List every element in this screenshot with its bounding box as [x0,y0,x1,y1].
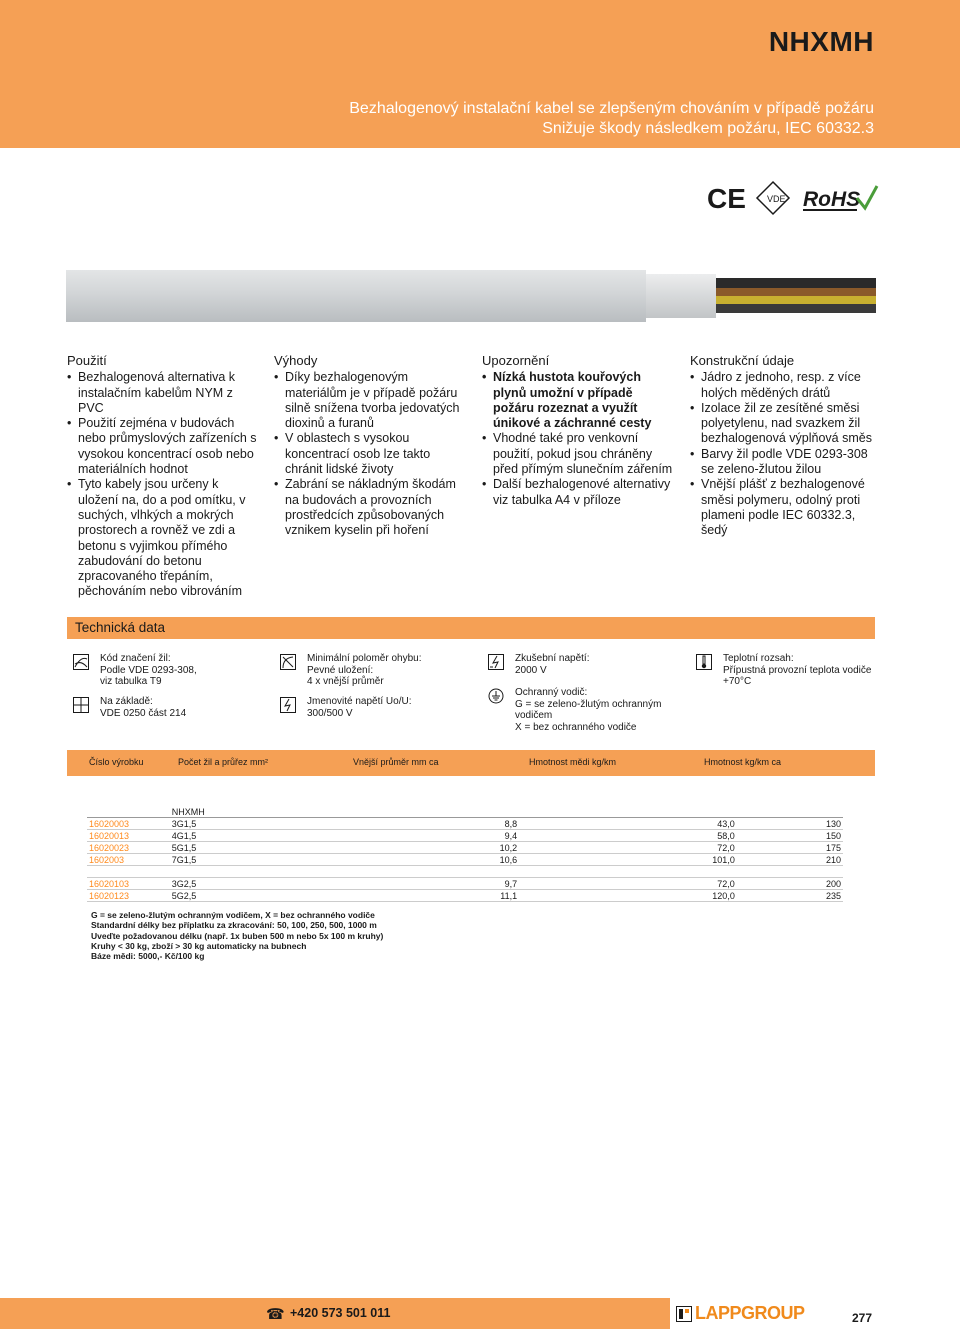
vde-basis-icon [73,697,89,713]
list-item: • Barvy žil podle VDE 0293-308 se zeleno-žlutou žilou [690,447,882,478]
spec-line: Kód značení žil: [100,653,171,664]
weight-cell: 210 [737,854,843,866]
note-line: G = se zeleno-žlutým ochranným vodičem, X = bez ochranného vodiče [91,910,375,920]
cores-cell: 7G1,5 [170,854,345,866]
column-header: Hmotnost mědi kg/km [529,757,617,767]
product-name: NHXMH [170,806,345,818]
spec-test-voltage [488,653,688,676]
spec-line: 2000 V [515,664,547,676]
copper-cell: 101,0 [519,854,737,866]
cores-cell: 5G1,5 [170,842,345,854]
table-row [87,842,843,854]
spec-line: +70°C [723,676,752,687]
spec-line: Minimální poloměr ohybu: [307,653,422,664]
diameter-cell: 10,2 [345,842,519,854]
spec-temperature [696,653,876,688]
spec-line: VDE 0250 část 214 [100,707,187,719]
table-row [87,806,843,818]
product-id: 16020103 [87,878,170,890]
spec-line: 4 x vnější průměr [307,676,384,687]
section-title: Výhody [274,353,318,368]
table-spacer-row [87,866,843,878]
section-title: Konstrukční údaje [690,353,795,368]
spec-core-marking [73,653,263,688]
table-row [87,878,843,890]
certification-marks [705,178,880,218]
weight-cell: 235 [737,890,843,902]
spec-line: Na základě: [100,696,153,707]
cores-cell: 3G2,5 [170,878,345,890]
product-id: 16020023 [87,842,170,854]
product-id: 16020003 [87,818,170,830]
section-pouziti [67,353,257,600]
cores-cell: 3G1,5 [170,818,345,830]
cores-cell: 5G2,5 [170,890,345,902]
spec-line: Zkušební napětí: [515,653,590,664]
tech-data-bar [67,617,875,639]
list-item: • Izolace žil ze zesítěné směsi polyetylenu, nad svazkem žil bezhalogenová výplňová směs [690,401,882,447]
svg-text:CE: CE [707,183,746,214]
spec-line: Pevné uložení: [307,664,374,676]
list-item: • Tyto kabely jsou určeny k uložení na, do a pod omítku, v suchých, vlhkých a mokrých prostorech a rovněž ve zdi a betonu s vyjimkou přímého zabudování do betonu zpracovaného třepáním, pěchováním nebo vibrováním [67,477,257,599]
copper-cell: 43,0 [519,818,737,830]
tech-data-title: Technická data [75,620,166,635]
table-notes [91,910,383,961]
spec-line: viz tabulka T9 [100,676,162,687]
diameter-cell: 9,7 [345,878,519,890]
bending-radius-icon [280,654,296,670]
spec-line: Přípustná provozní teplota vodiče [723,664,872,676]
phone-icon: ☎ [266,1306,285,1323]
copper-cell: 72,0 [519,878,737,890]
spec-line: Ochranný vodič: [515,687,588,698]
list-item: • Zabrání se nákladným škodám na budovách a provozních prostředcích způsobovaných vznikem kyselin při hoření [274,477,466,538]
note-line: Uveďte požadovanou délku (např. 1x buben 500 m nebo 5x 100 m kruhy) [91,930,384,941]
weight-cell: 175 [737,842,843,854]
cores-cell: 4G1,5 [170,830,345,842]
product-table [87,806,843,902]
cable-illustration [66,270,876,322]
column-header: Počet žil a průřez mm² [178,757,269,767]
weight-cell: 150 [737,830,843,842]
voltage-icon [280,697,296,713]
section-vyhody [274,353,466,539]
note-line: Báze mědi: 5000,- Kč/100 kg [91,951,205,962]
product-id: 16020123 [87,890,170,902]
thermometer-icon [696,654,712,670]
rohs-mark-icon [803,186,877,211]
spec-line: 300/500 V [307,707,353,719]
diameter-cell: 10,6 [345,854,519,866]
spec-line: Podle VDE 0293-308, [100,664,197,676]
svg-text:VDE: VDE [767,194,786,204]
test-voltage-icon [488,654,504,670]
product-id: 16020013 [87,830,170,842]
list-item: • Bezhalogenová alternativa k instalačním kabelům NYM z PVC [67,370,257,416]
weight-cell: 130 [737,818,843,830]
spec-line: X = bez ochranného vodiče [515,721,637,733]
table-row [87,818,843,830]
copper-cell: 72,0 [519,842,737,854]
spec-line: Jmenovité napětí Uo/U: [307,696,412,707]
column-header: Číslo výrobku [89,757,144,767]
product-id: 1602003 [87,854,170,866]
section-title: Použití [67,353,107,368]
copper-cell: 58,0 [519,830,737,842]
list-item: • Díky bezhalogenovým materiálům je v případě požáru silně snížena tvorba jedovatých dioxinů a furanů [274,370,466,431]
table-row [87,890,843,902]
column-header: Vnější průměr mm ca [353,757,439,767]
spec-basis [73,696,263,719]
lapp-logo-icon [676,1306,692,1322]
subtitle-line-1: Bezhalogenový instalační kabel se zlepšeným chováním v případě požáru [349,100,874,117]
list-item: • Nízká hustota kouřových plynů umožní v případě požáru rozeznat a využít únikové a záchranné cesty [482,370,674,431]
diameter-cell: 11,1 [345,890,519,902]
vde-mark-icon [757,182,789,214]
spec-voltage [280,696,470,719]
list-item: • Vhodné také pro venkovní použití, pokud jsou chráněny před přímým slunečním zářením [482,431,674,477]
section-konstrukce [690,353,882,539]
diameter-cell: 8,8 [345,818,519,830]
section-title: Upozornění [482,353,550,368]
note-line: Kruhy < 30 kg, zboží > 30 kg automaticky na bubnech [91,940,307,951]
note-line: Standardní délky bez příplatku za zkracování: 50, 100, 250, 500, 1000 m [91,920,377,931]
list-item: • Vnější plášť z bezhalogenové směsi polymeru, odolný proti plameni podle IEC 60332.3, šedý [690,477,882,538]
ground-conductor-icon [488,688,504,704]
page-number: 277 [852,1311,873,1325]
page-title: NHXMH [768,26,874,57]
ce-mark-icon [707,183,746,214]
lapp-group-logo: LAPPGROUP [695,1303,805,1323]
weight-cell: 200 [737,878,843,890]
table-row [87,854,843,866]
column-header: Hmotnost kg/km ca [704,757,782,767]
phone-number: +420 573 501 011 [290,1306,391,1320]
spec-bending [280,653,470,688]
list-item: • Jádro z jednoho, resp. z více holých měděných drátů [690,370,882,401]
diameter-cell: 9,4 [345,830,519,842]
list-item: • Další bezhalogenové alternativy viz tabulka A4 v příloze [482,477,674,508]
list-item: • Použití zejména v budovách nebo průmyslových zařízeních s vysokou koncentrací osob nebo materiálních hodnot [67,416,257,477]
spec-ground [488,687,688,733]
section-upozorneni [482,353,674,508]
copper-cell: 120,0 [519,890,737,902]
spec-line: G = se zeleno-žlutým ochranným vodičem [515,698,662,721]
subtitle-line-2: Snižuje škody následkem požáru, IEC 60332.3 [542,120,874,137]
core-marking-icon [73,654,89,670]
spec-line: Teplotní rozsah: [723,653,794,664]
table-row [87,830,843,842]
list-item: • V oblastech s vysokou koncentrací osob lze takto chránit lidské životy [274,431,466,477]
svg-text:RoHS: RoHS [803,188,861,211]
